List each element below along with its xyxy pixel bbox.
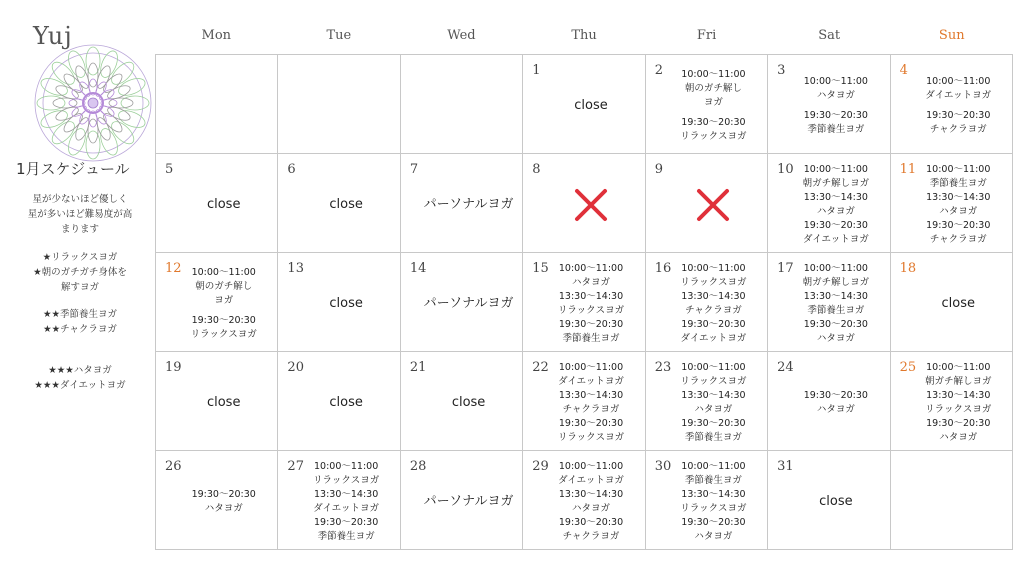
day-number: 27 [287,459,304,474]
class-time: 10:00〜11:00 [926,76,991,87]
legend-item: ★★チャクラヨガ [43,324,117,335]
class-name: ハタヨガ [694,404,733,415]
day-number: 9 [654,162,663,177]
calendar-day-cell [646,451,768,550]
class-name: リラックスヨガ [313,475,380,486]
day-schedule [523,63,644,149]
day-number: 19 [165,360,182,375]
day-schedule [523,162,644,248]
day-number: 28 [409,459,427,474]
day-number: 17 [777,261,794,276]
calendar-day-cell [523,55,645,154]
class-time: 13:30〜14:30 [558,390,624,401]
calendar-day-cell [401,451,523,550]
class-name: リラックスヨガ [680,376,747,387]
calendar-day-cell [156,451,278,550]
class-time: 13:30〜14:30 [803,192,868,203]
class-name: close [329,296,363,311]
calendar-day-cell [646,253,768,352]
class-name: 季節養生ヨガ [807,124,865,135]
class-name: ダイエットヨガ [802,234,869,245]
class-name: チャクラヨガ [929,234,987,245]
day-schedule [523,360,644,446]
day-number: 29 [532,459,549,474]
day-number: 24 [777,360,794,375]
class-name: ダイエットヨガ [558,376,624,387]
calendar-day-cell [523,253,645,352]
closed-cross-icon [693,185,733,225]
class-time: 19:30〜20:30 [558,319,624,330]
class-time: 19:30〜20:30 [681,517,746,528]
calendar-day-cell [523,154,645,253]
class-name: ハタヨガ [816,90,855,101]
legend-item: ★★季節養生ヨガ [42,309,118,320]
class-name: リラックスヨガ [190,329,257,340]
calendar-day-cell [891,55,1013,154]
class-name: パーソナルヨガ [423,197,514,212]
calendar-day-cell [523,352,645,451]
class-name: 朝のガチ解し [195,281,253,292]
day-schedule [401,459,522,545]
class-name: 季節養生ヨガ [562,333,620,344]
weekday-sun: Sun [938,28,965,43]
class-time: 13:30〜14:30 [803,291,868,302]
day-number: 2 [654,63,663,78]
class-time: 19:30〜20:30 [191,489,256,500]
class-name: ハタヨガ [694,531,733,542]
class-name: ハタヨガ [939,206,978,217]
class-name: リラックスヨガ [557,432,625,443]
day-schedule [523,261,644,347]
class-name: 朝ガチ解しヨガ [925,376,992,387]
day-number: 1 [532,63,541,78]
class-name: チャクラヨガ [685,305,742,316]
day-schedule [646,162,767,248]
day-number: 16 [654,261,672,276]
mandala-logo-icon [30,40,156,166]
class-time: 10:00〜11:00 [558,263,624,274]
weekday-fri: Fri [696,28,717,43]
class-name: ダイエットヨガ [558,475,624,486]
class-time: 13:30〜14:30 [681,489,746,500]
day-schedule [768,261,889,347]
weekday-mon: Mon [201,28,232,43]
day-schedule [646,63,767,149]
calendar-day-cell [891,253,1013,352]
day-number: 18 [899,261,917,276]
calendar-day-cell [401,253,523,352]
closed-cross-icon [571,185,611,225]
class-name: パーソナルヨガ [423,296,514,311]
class-time: 19:30〜20:30 [803,390,868,401]
class-name: チャクラヨガ [562,531,620,542]
class-time: 19:30〜20:30 [681,418,746,429]
day-schedule [401,360,522,446]
day-number: 30 [654,459,672,474]
sidebar [0,0,152,576]
day-number: 14 [409,261,427,276]
day-schedule [523,459,644,545]
class-name: リラックスヨガ [680,277,747,288]
class-name: ハタヨガ [816,404,855,415]
class-time: 19:30〜20:30 [558,517,624,528]
day-number: 15 [532,261,549,276]
calendar-day-cell [768,253,890,352]
day-number: 12 [165,261,182,276]
difficulty-legend [10,250,150,393]
class-time: 19:30〜20:30 [926,110,991,121]
class-time: 19:30〜20:30 [803,319,868,330]
class-time: 13:30〜14:30 [681,390,746,401]
day-number: 6 [287,162,296,177]
class-time: 13:30〜14:30 [681,291,746,302]
legend-item: ★朝のガチガチ身体を [33,267,127,278]
class-time: 10:00〜11:00 [803,263,868,274]
calendar-day-cell [768,451,890,550]
class-name: 朝ガチ解しヨガ [802,277,870,288]
class-time: 19:30〜20:30 [191,315,256,326]
day-schedule [768,63,889,149]
calendar-grid [155,54,1013,550]
calendar-day-cell [646,154,768,253]
legend-item: ★★★ダイエットヨガ [34,380,126,391]
class-time: 19:30〜20:30 [926,418,991,429]
class-time: 10:00〜11:00 [191,267,256,278]
day-schedule [401,162,522,248]
class-time: 19:30〜20:30 [681,117,746,128]
class-time: 10:00〜11:00 [681,263,746,274]
weekday-header [155,28,1013,48]
class-name: パーソナルヨガ [423,494,514,509]
day-schedule [278,162,399,248]
class-name: close [206,395,241,410]
day-number: 21 [409,360,427,375]
weekday-wed: Wed [447,28,476,43]
class-name: ハタヨガ [204,503,243,514]
class-time: 19:30〜20:30 [803,220,868,231]
day-schedule [891,360,1012,446]
day-number: 7 [409,162,419,177]
legend-item: ★リラックスヨガ [42,252,118,263]
class-time: 10:00〜11:00 [926,362,991,373]
class-name: close [329,395,363,410]
day-schedule [891,162,1012,248]
calendar-day-cell [401,154,523,253]
class-time: 10:00〜11:00 [681,461,746,472]
calendar-day-cell [278,253,400,352]
day-number: 13 [287,261,304,276]
class-name: close [574,98,608,113]
day-schedule [278,459,399,545]
day-number: 23 [654,360,672,375]
calendar-day-cell [156,253,278,352]
class-time: 10:00〜11:00 [926,164,991,175]
weekday-sat: Sat [818,28,841,43]
class-name: ダイエットヨガ [313,503,379,514]
calendar-day-cell [278,154,400,253]
day-number: 20 [287,360,304,375]
day-schedule [278,261,399,347]
day-number: 25 [899,360,917,375]
calendar-day-cell [156,352,278,451]
weekday-tue: Tue [326,28,352,43]
calendar-day-cell [156,154,278,253]
class-time: 13:30〜14:30 [926,192,991,203]
calendar-day-cell [891,154,1013,253]
day-schedule [768,162,889,248]
class-name: リラックスヨガ [680,131,747,142]
description-line: まります [60,224,99,235]
class-name: ダイエットヨガ [680,333,747,344]
day-schedule [891,261,1012,347]
class-time: 13:30〜14:30 [314,489,379,500]
day-number: 5 [165,162,174,177]
class-time: 10:00〜11:00 [558,362,624,373]
calendar-day-cell [768,154,890,253]
difficulty-description [10,192,150,237]
class-time: 19:30〜20:30 [314,517,379,528]
day-schedule [156,360,277,446]
day-schedule [156,261,277,347]
class-name: 季節養生ヨガ [317,531,375,542]
day-schedule [401,63,522,149]
class-name: ダイエットヨガ [925,90,992,101]
day-schedule [401,261,522,347]
calendar-day-cell [401,55,523,154]
day-schedule [156,63,277,149]
legend-item: ★★★ハタヨガ [48,365,112,376]
class-name: 朝ガチ解しヨガ [802,178,870,189]
day-schedule [768,459,889,545]
class-time: 13:30〜14:30 [926,390,991,401]
day-number: 22 [532,360,549,375]
class-time: 10:00〜11:00 [681,362,746,373]
day-number: 11 [899,162,917,177]
class-name: close [941,296,976,311]
class-time: 10:00〜11:00 [803,76,868,87]
day-number: 26 [165,459,182,474]
class-time: 10:00〜11:00 [314,461,379,472]
calendar-day-cell [646,55,768,154]
class-name: リラックスヨガ [557,305,625,316]
day-schedule [278,360,399,446]
class-name: close [451,395,486,410]
class-name: 季節養生ヨガ [684,475,742,486]
class-name: close [329,197,363,212]
class-name: ハタヨガ [939,432,978,443]
calendar-day-cell [891,451,1013,550]
day-schedule [646,261,767,347]
day-schedule [278,63,399,149]
class-time: 10:00〜11:00 [681,69,746,80]
class-name: close [206,197,241,212]
calendar-day-cell [523,451,645,550]
class-time: 13:30〜14:30 [558,291,624,302]
class-name: 季節養生ヨガ [684,432,742,443]
day-number: 4 [899,63,908,78]
description-line: 星が少ないほど優しく [32,194,128,205]
class-time: 19:30〜20:30 [558,418,624,429]
day-schedule [768,360,889,446]
day-number: 10 [777,162,794,177]
class-time: 10:00〜11:00 [558,461,624,472]
calendar-day-cell [278,55,400,154]
brand-logo-text: Yuj [33,22,73,50]
day-schedule [646,360,767,446]
class-name: ハタヨガ [816,333,855,344]
day-schedule [891,63,1012,149]
calendar-day-cell [156,55,278,154]
class-time: 10:00〜11:00 [803,164,868,175]
class-time: 13:30〜14:30 [558,489,624,500]
class-time: 19:30〜20:30 [803,110,868,121]
day-schedule [891,459,1012,545]
day-schedule [156,162,277,248]
month-title: 1月スケジュール [16,160,130,178]
class-name: 季節養生ヨガ [807,305,865,316]
class-time: 19:30〜20:30 [681,319,746,330]
day-schedule [156,459,277,545]
day-schedule [646,459,767,545]
class-name: ハタヨガ [816,206,855,217]
class-name: ハタヨガ [571,503,610,514]
weekday-thu: Thu [571,28,597,43]
class-name: 朝のガチ解し [684,83,742,94]
class-name: リラックスヨガ [680,503,747,514]
calendar-day-cell [278,352,400,451]
class-name: チャクラヨガ [562,404,620,415]
legend-item: 解すヨガ [60,282,99,293]
class-name: リラックスヨガ [925,404,992,415]
day-number: 8 [532,162,541,177]
class-time: 19:30〜20:30 [926,220,991,231]
calendar-day-cell [891,352,1013,451]
calendar-day-cell [278,451,400,550]
calendar-day-cell [646,352,768,451]
calendar-day-cell [768,55,890,154]
description-line: 星が多いほど難易度が高 [27,209,133,220]
calendar-day-cell [401,352,523,451]
class-name: ハタヨガ [571,277,610,288]
class-name: ヨガ [703,97,723,108]
class-name: チャクラヨガ [929,124,987,135]
day-number: 3 [777,63,786,78]
day-number: 31 [777,459,794,474]
class-name: close [819,494,853,509]
class-name: 季節養生ヨガ [929,178,987,189]
calendar-day-cell [768,352,890,451]
class-name: ヨガ [214,295,234,306]
